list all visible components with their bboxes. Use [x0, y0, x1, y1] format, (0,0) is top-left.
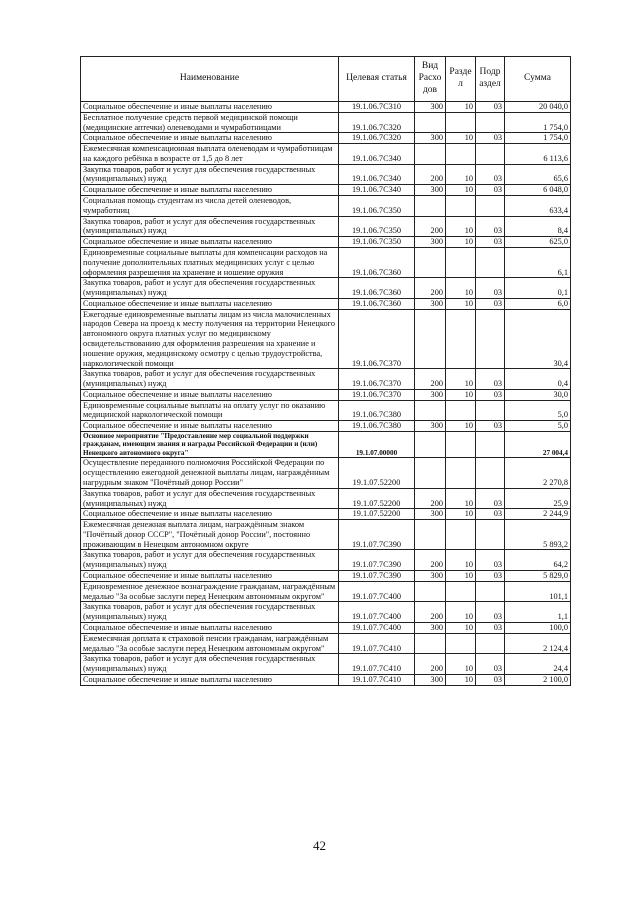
- cell-target: 19.1.07.7С400: [339, 581, 415, 602]
- header-name: Наименование: [81, 57, 339, 102]
- cell-subsection: 03: [476, 278, 505, 299]
- cell-section: [446, 112, 476, 133]
- cell-target: 19.1.07.7С390: [339, 571, 415, 582]
- cell-name: Закупка товаров, работ и услуг для обеспечения государственных (муниципальных) нужд: [81, 602, 339, 623]
- cell-type: 300: [415, 622, 446, 633]
- cell-section: [446, 247, 476, 277]
- cell-target: 19.1.07.7С410: [339, 633, 415, 654]
- table-row: [81, 247, 571, 277]
- cell-name: Единовременные социальные выплаты на оплату услуг по оказанию медицинской наркологической помощи: [81, 400, 339, 421]
- cell-name: Социальное обеспечение и иные выплаты населению: [81, 421, 339, 432]
- cell-section: 10: [446, 133, 476, 144]
- table-row: [81, 421, 571, 432]
- cell-subsection: 03: [476, 237, 505, 248]
- cell-section: [446, 458, 476, 488]
- cell-sum: 27 004,4: [505, 432, 571, 458]
- cell-target: 19.1.06.7С360: [339, 278, 415, 299]
- cell-sum: 64,2: [505, 550, 571, 571]
- cell-name: Закупка товаров, работ и услуг для обеспечения государственных (муниципальных) нужд: [81, 550, 339, 571]
- table-body: [81, 102, 571, 686]
- table-row: [81, 102, 571, 113]
- cell-name: Закупка товаров, работ и услуг для обеспечения государственных (муниципальных) нужд: [81, 488, 339, 509]
- cell-subsection: 03: [476, 674, 505, 685]
- cell-subsection: [476, 581, 505, 602]
- cell-target: 19.1.06.7С380: [339, 421, 415, 432]
- cell-sum: 625,0: [505, 237, 571, 248]
- cell-sum: 101,1: [505, 581, 571, 602]
- cell-section: [446, 520, 476, 550]
- cell-target: 19.1.06.7С310: [339, 102, 415, 113]
- cell-type: 300: [415, 185, 446, 196]
- cell-subsection: [476, 400, 505, 421]
- cell-sum: 0,4: [505, 369, 571, 390]
- cell-type: 200: [415, 654, 446, 675]
- cell-type: 300: [415, 571, 446, 582]
- cell-name: Социальная помощь студентам из числа детей оленеводов, чумработниц: [81, 196, 339, 217]
- cell-sum: 20 040,0: [505, 102, 571, 113]
- cell-sum: 6 113,6: [505, 144, 571, 165]
- cell-type: 200: [415, 602, 446, 623]
- cell-sum: 30,0: [505, 389, 571, 400]
- cell-type: [415, 112, 446, 133]
- cell-type: [415, 309, 446, 369]
- header-target: Целевая статья: [339, 57, 415, 102]
- cell-section: [446, 400, 476, 421]
- cell-name: Закупка товаров, работ и услуг для обеспечения государственных (муниципальных) нужд: [81, 369, 339, 390]
- cell-subsection: [476, 247, 505, 277]
- cell-sum: 5 829,0: [505, 571, 571, 582]
- cell-type: 300: [415, 237, 446, 248]
- cell-target: 19.1.06.7С370: [339, 369, 415, 390]
- table-row: [81, 144, 571, 165]
- budget-table: [80, 56, 571, 686]
- table-row: [81, 633, 571, 654]
- cell-section: 10: [446, 389, 476, 400]
- cell-name: Единовременные социальные выплаты для компенсации расходов на получение дополнительных платных медицинских услуг с целью оформления разрешения на хранение и ношение оружия: [81, 247, 339, 277]
- cell-section: 10: [446, 216, 476, 237]
- table-row: [81, 278, 571, 299]
- cell-subsection: [476, 633, 505, 654]
- cell-target: 19.1.07.7С400: [339, 602, 415, 623]
- header-section: Раздел: [446, 57, 476, 102]
- cell-type: 200: [415, 278, 446, 299]
- table-row: [81, 185, 571, 196]
- cell-name: Ежемесячная доплата к страховой пенсии гражданам, награждённым медалью "За особые заслуги перед Ненецким автономным округом": [81, 633, 339, 654]
- cell-subsection: 03: [476, 216, 505, 237]
- cell-sum: 30,4: [505, 309, 571, 369]
- cell-subsection: [476, 112, 505, 133]
- table-row: [81, 309, 571, 369]
- cell-section: 10: [446, 164, 476, 185]
- cell-sum: 2 244,9: [505, 509, 571, 520]
- cell-section: [446, 196, 476, 217]
- header-type: Вид Расходов: [415, 57, 446, 102]
- cell-section: 10: [446, 571, 476, 582]
- cell-section: 10: [446, 622, 476, 633]
- cell-section: 10: [446, 509, 476, 520]
- cell-sum: 1 754,0: [505, 133, 571, 144]
- cell-target: 19.1.07.7С390: [339, 550, 415, 571]
- cell-type: 200: [415, 164, 446, 185]
- cell-subsection: 03: [476, 102, 505, 113]
- header-subsection: Подраздел: [476, 57, 505, 102]
- cell-type: 300: [415, 102, 446, 113]
- table-row: [81, 602, 571, 623]
- table-row: [81, 112, 571, 133]
- cell-subsection: 03: [476, 133, 505, 144]
- cell-sum: 65,6: [505, 164, 571, 185]
- cell-target: 19.1.06.7С320: [339, 112, 415, 133]
- cell-subsection: 03: [476, 602, 505, 623]
- table-row: [81, 432, 571, 458]
- cell-section: 10: [446, 654, 476, 675]
- cell-target: 19.1.06.7С360: [339, 298, 415, 309]
- cell-type: 200: [415, 488, 446, 509]
- cell-section: [446, 309, 476, 369]
- cell-name: Ежегодные единовременные выплаты лицам из числа малочисленных народов Севера на проезд к месту получения на территории Ненецкого автономного округа платных услуг по медицинскому освидетельствованию для оформления разрешения на хранение и ношение оружия, медицинскому осмотру с целью трудоустройства, наркологической помощи: [81, 309, 339, 369]
- cell-type: 200: [415, 550, 446, 571]
- cell-target: 19.1.07.52200: [339, 488, 415, 509]
- cell-target: 19.1.07.7С390: [339, 520, 415, 550]
- cell-type: [415, 432, 446, 458]
- cell-target: 19.1.07.7С410: [339, 674, 415, 685]
- cell-name: Ежемесячная денежная выплата лицам, награждённым знаком "Почётный донор СССР", "Почётный донор России", постоянно проживающим в Ненецком автономном округе: [81, 520, 339, 550]
- cell-section: 10: [446, 298, 476, 309]
- cell-target: 19.1.06.7С350: [339, 237, 415, 248]
- cell-name: Бесплатное получение средств первой медицинской помощи (медицинские аптечки) оленеводами и чумработницами: [81, 112, 339, 133]
- table-row: [81, 389, 571, 400]
- cell-target: 19.1.07.00000: [339, 432, 415, 458]
- cell-sum: 633,4: [505, 196, 571, 217]
- cell-target: 19.1.07.7С400: [339, 622, 415, 633]
- cell-name: Социальное обеспечение и иные выплаты населению: [81, 237, 339, 248]
- cell-subsection: [476, 144, 505, 165]
- table-row: [81, 674, 571, 685]
- table-row: [81, 622, 571, 633]
- cell-name: Закупка товаров, работ и услуг для обеспечения государственных (муниципальных) нужд: [81, 278, 339, 299]
- cell-sum: 0,1: [505, 278, 571, 299]
- cell-section: 10: [446, 602, 476, 623]
- table-row: [81, 133, 571, 144]
- table-row: [81, 237, 571, 248]
- cell-target: 19.1.06.7С340: [339, 164, 415, 185]
- cell-name: Социальное обеспечение и иные выплаты населению: [81, 674, 339, 685]
- cell-type: 300: [415, 421, 446, 432]
- cell-section: [446, 581, 476, 602]
- table-row: [81, 520, 571, 550]
- cell-type: [415, 400, 446, 421]
- cell-subsection: 03: [476, 571, 505, 582]
- cell-subsection: 03: [476, 369, 505, 390]
- cell-type: [415, 144, 446, 165]
- cell-type: [415, 247, 446, 277]
- cell-subsection: 03: [476, 298, 505, 309]
- cell-sum: 5 893,2: [505, 520, 571, 550]
- table-row: [81, 400, 571, 421]
- cell-type: 300: [415, 674, 446, 685]
- cell-target: 19.1.06.7С360: [339, 247, 415, 277]
- cell-type: 300: [415, 298, 446, 309]
- cell-section: 10: [446, 421, 476, 432]
- cell-subsection: 03: [476, 185, 505, 196]
- cell-section: 10: [446, 674, 476, 685]
- cell-target: 19.1.06.7С340: [339, 144, 415, 165]
- cell-name: Социальное обеспечение и иные выплаты населению: [81, 133, 339, 144]
- cell-name: Осуществление переданного полномочия Российской Федерации по осуществлению ежегодной денежной выплаты лицам, награждённым нагрудным знаком "Почётный донор России": [81, 458, 339, 488]
- cell-target: 19.1.06.7С340: [339, 185, 415, 196]
- cell-subsection: 03: [476, 550, 505, 571]
- cell-subsection: 03: [476, 421, 505, 432]
- cell-target: 19.1.07.52200: [339, 509, 415, 520]
- cell-target: 19.1.06.7С320: [339, 133, 415, 144]
- cell-subsection: 03: [476, 164, 505, 185]
- cell-section: 10: [446, 237, 476, 248]
- cell-target: 19.1.06.7С350: [339, 196, 415, 217]
- cell-type: 300: [415, 509, 446, 520]
- cell-subsection: 03: [476, 389, 505, 400]
- table-row: [81, 581, 571, 602]
- cell-section: 10: [446, 369, 476, 390]
- cell-type: 200: [415, 216, 446, 237]
- cell-name: Закупка товаров, работ и услуг для обеспечения государственных (муниципальных) нужд: [81, 216, 339, 237]
- cell-name: Социальное обеспечение и иные выплаты населению: [81, 185, 339, 196]
- table-row: [81, 196, 571, 217]
- cell-section: [446, 432, 476, 458]
- cell-name: Социальное обеспечение и иные выплаты населению: [81, 509, 339, 520]
- cell-subsection: 03: [476, 654, 505, 675]
- cell-name: Социальное обеспечение и иные выплаты населению: [81, 389, 339, 400]
- cell-section: 10: [446, 488, 476, 509]
- cell-target: 19.1.07.52200: [339, 458, 415, 488]
- cell-type: [415, 633, 446, 654]
- cell-subsection: 03: [476, 509, 505, 520]
- table-row: [81, 298, 571, 309]
- table-row: [81, 550, 571, 571]
- cell-name: Социальное обеспечение и иные выплаты населению: [81, 571, 339, 582]
- cell-sum: 1 754,0: [505, 112, 571, 133]
- table-row: [81, 216, 571, 237]
- cell-subsection: [476, 432, 505, 458]
- cell-name: Единовременное денежное вознаграждение гражданам, награждённым медалью "За особые заслуги перед Ненецким автономным округом": [81, 581, 339, 602]
- cell-sum: 2 270,8: [505, 458, 571, 488]
- cell-subsection: [476, 458, 505, 488]
- cell-name: Основное мероприятие "Предоставление мер социальной поддержки гражданам, имеющим звания и награды Российской Федерации и (или) Ненецкого автономного округа": [81, 432, 339, 458]
- cell-type: 300: [415, 389, 446, 400]
- cell-sum: 100,0: [505, 622, 571, 633]
- cell-sum: 2 100,0: [505, 674, 571, 685]
- page-number: 42: [313, 838, 326, 853]
- cell-target: 19.1.06.7С370: [339, 309, 415, 369]
- cell-name: Социальное обеспечение и иные выплаты населению: [81, 622, 339, 633]
- cell-subsection: [476, 520, 505, 550]
- cell-subsection: [476, 196, 505, 217]
- cell-target: 19.1.06.7С350: [339, 216, 415, 237]
- cell-subsection: 03: [476, 622, 505, 633]
- table-row: [81, 164, 571, 185]
- cell-sum: 25,9: [505, 488, 571, 509]
- cell-section: 10: [446, 278, 476, 299]
- cell-type: 300: [415, 133, 446, 144]
- cell-name: Ежемесячная компенсационная выплата оленеводам и чумработницам на каждого ребёнка в возрасте от 1,5 до 8 лет: [81, 144, 339, 165]
- cell-sum: 24,4: [505, 654, 571, 675]
- cell-sum: 6 048,0: [505, 185, 571, 196]
- cell-sum: 5,0: [505, 400, 571, 421]
- cell-target: 19.1.07.7С410: [339, 654, 415, 675]
- table-row: [81, 369, 571, 390]
- cell-name: Закупка товаров, работ и услуг для обеспечения государственных (муниципальных) нужд: [81, 654, 339, 675]
- header-sum: Сумма: [505, 57, 571, 102]
- cell-section: [446, 633, 476, 654]
- table-row: [81, 654, 571, 675]
- cell-section: [446, 144, 476, 165]
- table-row: [81, 458, 571, 488]
- cell-sum: 2 124,4: [505, 633, 571, 654]
- table-row: [81, 488, 571, 509]
- cell-sum: 6,0: [505, 298, 571, 309]
- cell-name: Социальное обеспечение и иные выплаты населению: [81, 298, 339, 309]
- cell-sum: 1,1: [505, 602, 571, 623]
- cell-type: [415, 458, 446, 488]
- cell-type: [415, 581, 446, 602]
- cell-sum: 8,4: [505, 216, 571, 237]
- cell-target: 19.1.06.7С380: [339, 400, 415, 421]
- cell-name: Социальное обеспечение и иные выплаты населению: [81, 102, 339, 113]
- cell-name: Закупка товаров, работ и услуг для обеспечения государственных (муниципальных) нужд: [81, 164, 339, 185]
- cell-sum: 6,1: [505, 247, 571, 277]
- cell-section: 10: [446, 102, 476, 113]
- cell-section: 10: [446, 550, 476, 571]
- cell-section: 10: [446, 185, 476, 196]
- cell-sum: 5,0: [505, 421, 571, 432]
- table-row: [81, 571, 571, 582]
- cell-type: [415, 520, 446, 550]
- table-row: [81, 509, 571, 520]
- cell-type: 200: [415, 369, 446, 390]
- cell-target: 19.1.06.7С370: [339, 389, 415, 400]
- cell-subsection: 03: [476, 488, 505, 509]
- cell-type: [415, 196, 446, 217]
- cell-subsection: [476, 309, 505, 369]
- table-header-row: [81, 57, 571, 102]
